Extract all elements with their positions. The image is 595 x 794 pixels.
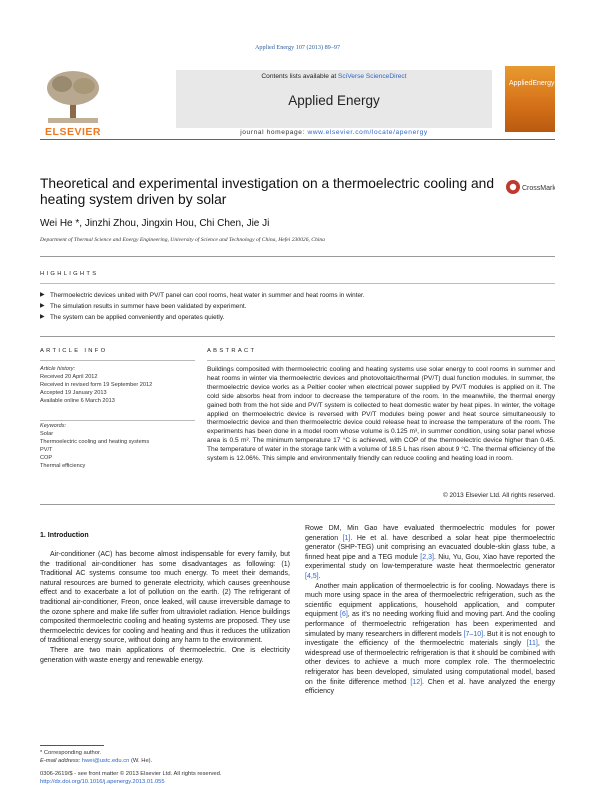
body-column-left: [40, 550, 290, 665]
reference-link[interactable]: [6]: [340, 611, 348, 619]
affiliation: Department of Thermal Science and Energy Engineering, University of Science and Technology of China, Hefei 230026, China: [40, 237, 325, 243]
doi-link[interactable]: http://dx.doi.org/10.1016/j.apenergy.2013.01.055: [40, 779, 165, 785]
keyword: COP: [40, 454, 53, 461]
homepage-prefix: journal homepage:: [240, 129, 308, 136]
abstract-heading: ABSTRACT: [207, 348, 257, 354]
divider: [40, 256, 555, 257]
paragraph: There are two main applications of thermoelectric. One is electricity generation with waste energy and renewable energy.: [40, 646, 290, 664]
divider: [40, 283, 555, 284]
paragraph: Another main application of thermoelectric is for cooling. Nowadays there is much more using space in the area of thermoelectric refrigeration, such as the scientific equipment applications, household application, and computer equipment [6], as it’s no needing working fluid and moving part. And the cooling performance of thermoelectric refrigeration has been experimented and simulated by many researchers in different models [7–10]. But it is not enough to investigate the efficiency of the thermoelectric materials singly [11], the widespread use of thermoelectric refrigeration is that it should be combined with other devices to achieve a much more complex role. The thermoelectric refrigerator has been developed, simulated using computational model, based on the finite difference method [12]. Chen et al. have analyzed the energy efficiency: [305, 582, 556, 696]
reference-link[interactable]: [7–10]: [463, 630, 484, 638]
reference-link[interactable]: [4,5]: [305, 572, 319, 580]
divider: [40, 360, 195, 361]
highlight-item: [40, 290, 555, 301]
history-item: Available online 6 March 2013: [40, 397, 115, 404]
abstract-text: Buildings composited with thermoelectric cooling and heating systems use solar energy to cool rooms in summer and heat rooms in winter via thermoelectric devices and photovoltaic/thermal (PV/T) dual function modules. In summer, the thermoelectric device works as a Peltier cooler when electrical power supplied by PV/T modules is applied on it. The cold side absorbs heat from indoor to decrease the temperature of the room. In the meanwhile, the thermal energy gained both from the hot side and PV/T system is collected to heat domestic water by heat pipes. In winter, the voltage applied on thermoelectric device is reversed with PV/T modules being power and heat source simultaneously to thermoelectric device and then thermoelectric device could release heat to increase the temperature of the room. The experiments has been done in a model room whose volume is 0.125 m³, in summer condition, using solar panel whose area is 0.5 m². The minimum temperature 17 °C is achieved, with COP of the thermoelectric device higher than 0.45. The temperature of water in the storage tank with a volume of 18.5 L has risen about 9 °C. The thermal efficiency of the system is 12.06%. This simple and environmentally friendly can reduce cooling and heating load in room.: [207, 366, 555, 463]
issn-line: 0306-2619/$ - see front matter © 2013 Elsevier Ltd. All rights reserved.: [40, 771, 222, 777]
paragraph: Air-conditioner (AC) has become almost indispensable for every family, but the traditional air-conditioner has some disadvantages as following: (1) Traditional AC systems consume too much energy. To meet their demands, natural resources are burned to generate electricity, which causes greenhouse effect and to exacerbate a lot of pollution on the earth. (2) The refrigerant of traditional air-conditioner, Freon, once leaked, will cause irreversible damage to the ozone sphere and make life suffer from ultraviolet radiation. Hence buildings composited thermoelectric cooling and heating systems are proposed. They use thermoelectric devices for cooling and heating and thus it reduces the utilization of traditional energy source, without doing any harm to the environment.: [40, 551, 290, 645]
footnote: [40, 749, 290, 765]
reference-link[interactable]: [1]: [342, 534, 351, 542]
keyword: Thermal efficiency: [40, 462, 86, 469]
header-rule: [40, 139, 555, 140]
copyright: © 2013 Elsevier Ltd. All rights reserved.: [443, 492, 555, 499]
keyword: Thermoelectric cooling and heating systems: [40, 438, 150, 445]
reference-link[interactable]: [11]: [526, 640, 538, 648]
highlight-text: The system can be applied conveniently and operates quietly.: [50, 314, 225, 321]
email-line: E-mail address: hwei@ustc.edu.cn (W. He).: [40, 758, 153, 764]
highlight-text: Thermoelectric devices united with PV/T panel can cool rooms, heat water in summer and heat rooms in winter.: [50, 292, 365, 299]
paragraph: Rowe DM, Min Gao have evaluated thermoelectric modules for power generation [1]. He et al. have described a solar heat pipe thermoelectric generator (SHP-TEG) unit comprising an evacuated double-skin glass tube, a finned heat pipe and a TEG module [2,3]. Niu, Yu, Gou, Xiao have reported the experimental study on low-temperature waste heat thermoelectric generator [4,5].: [305, 525, 556, 580]
contents-prefix: Contents lists available at: [261, 73, 339, 80]
journal-name: Applied Energy: [288, 93, 380, 108]
contents-line: [176, 73, 492, 80]
divider: [207, 360, 555, 361]
reference-link[interactable]: [2,3]: [420, 553, 434, 561]
keywords: [40, 423, 195, 470]
article-title: Theoretical and experimental investigation on a thermoelectric cooling and heating system driven by solar: [40, 176, 495, 207]
author-list: Wei He *, Jinzhi Zhou, Jingxin Hou, Chi Chen, Jie Ji: [40, 218, 270, 229]
article-history: [40, 366, 195, 406]
reference-link[interactable]: [12]: [410, 678, 423, 686]
divider: [40, 504, 555, 505]
bullet-triangle-icon: ▶: [40, 314, 45, 320]
journal-citation[interactable]: Applied Energy 107 (2013) 89–97: [254, 44, 341, 51]
bullet-triangle-icon: ▶: [40, 303, 45, 309]
highlights-heading: HIGHLIGHTS: [40, 271, 99, 277]
divider: [40, 420, 195, 421]
highlights-list: [40, 290, 555, 323]
cover-title: AppliedEnergy: [509, 80, 555, 87]
body-column-right: [305, 524, 555, 697]
keywords-label: Keywords:: [40, 423, 67, 429]
crossmark-label: CrossMark: [522, 185, 555, 192]
email-link[interactable]: hwei@ustc.edu.cn: [81, 758, 130, 764]
sciencedirect-link[interactable]: SciVerse ScienceDirect: [338, 73, 407, 80]
keyword: PV/T: [40, 446, 53, 453]
journal-homepage: [176, 129, 492, 136]
history-item: Received in revised form 19 September 2012: [40, 381, 153, 388]
corresponding-author-note: * Corresponding author.: [40, 750, 102, 756]
highlight-text: The simulation results in summer have been validated by experiment.: [50, 303, 247, 310]
history-item: Accepted 19 January 2013: [40, 389, 107, 396]
crossmark-badge[interactable]: [505, 179, 555, 195]
article-info-heading: ARTICLE INFO: [40, 348, 108, 354]
divider: [40, 336, 555, 337]
keyword: Solar: [40, 430, 54, 437]
homepage-link[interactable]: www.elsevier.com/locate/apenergy: [307, 129, 428, 136]
highlight-item: [40, 301, 555, 312]
history-label: Article history:: [40, 366, 76, 372]
section-heading: 1. Introduction: [40, 532, 89, 539]
elsevier-wordmark: ELSEVIER: [45, 126, 101, 138]
history-item: Received 20 April 2012: [40, 373, 98, 380]
highlight-item: [40, 312, 555, 323]
journal-cover-image[interactable]: [505, 66, 555, 132]
footnote-rule: [40, 745, 104, 746]
bottom-info: [40, 770, 340, 786]
bullet-triangle-icon: ▶: [40, 292, 45, 298]
